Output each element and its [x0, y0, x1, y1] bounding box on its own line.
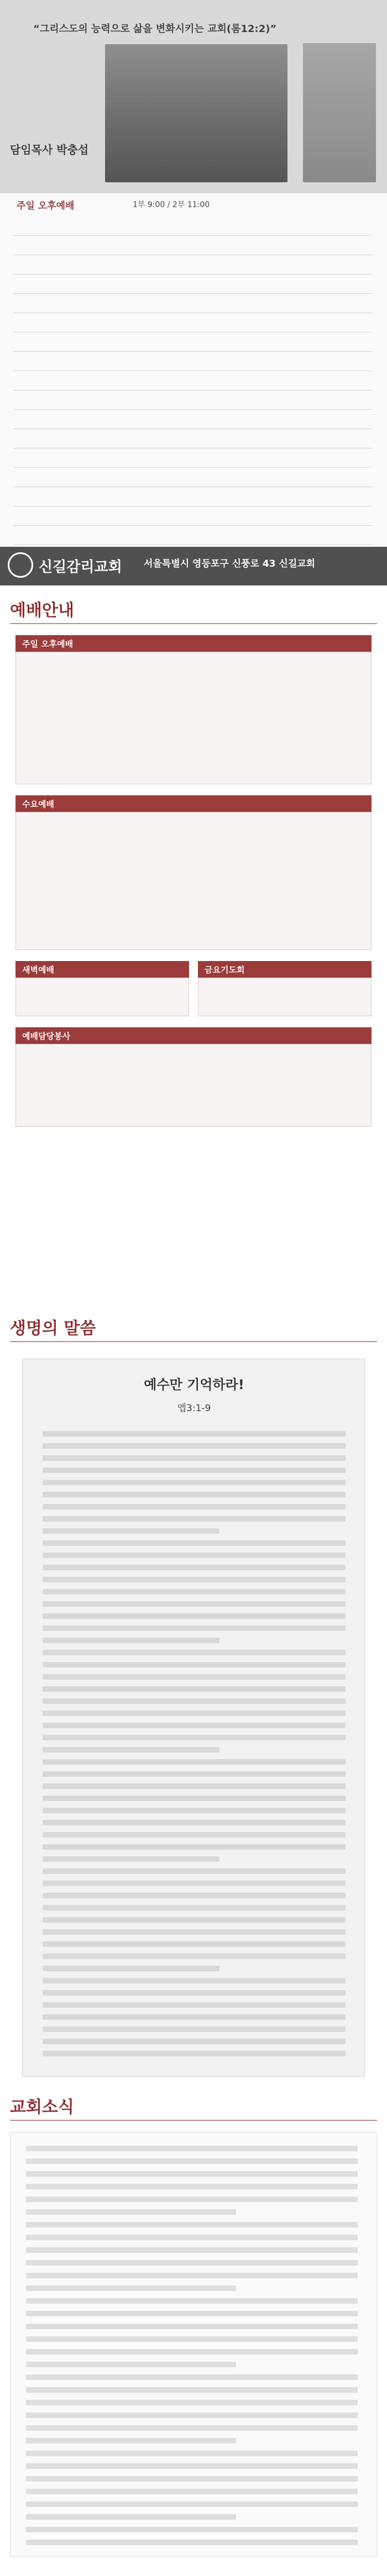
block-body-dawn	[15, 978, 189, 1016]
news-text-line	[26, 2476, 358, 2482]
order-row	[13, 487, 373, 506]
sermon-text-line	[43, 1443, 346, 1449]
church-address: 서울특별시 영등포구 신풍로 43 신길교회	[144, 558, 316, 569]
sermon-text-line	[43, 1771, 346, 1777]
news-text-line	[26, 2209, 236, 2215]
news-text-line	[26, 2501, 358, 2507]
sermon-scripture: 엡3:1-9	[177, 1403, 211, 1414]
news-text-line	[26, 2197, 358, 2202]
order-row	[13, 236, 373, 255]
news-box	[10, 2132, 377, 2557]
sermon-text-line	[43, 2026, 346, 2032]
news-text-line	[26, 2362, 236, 2367]
sanctuary-photo	[105, 44, 287, 182]
news-text-line	[26, 2463, 358, 2469]
sermon-box	[22, 1359, 365, 2077]
sermon-text-line	[43, 1504, 346, 1509]
order-row	[13, 275, 373, 294]
sermon-text-line	[43, 1868, 346, 1874]
block-body-wednesday	[15, 812, 372, 950]
news-text-line	[26, 2527, 358, 2532]
block-head-afternoon	[15, 635, 372, 652]
sermon-text-line	[43, 2051, 346, 2056]
section-title-sermon: 생명의 말씀	[10, 1319, 96, 1338]
news-text-line	[26, 2158, 358, 2164]
church-name: 신길감리교회	[39, 559, 122, 576]
news-text-line	[26, 2324, 358, 2329]
block-title: 주일 오후예배	[22, 639, 74, 649]
order-list	[13, 217, 373, 545]
theme-verse: “그리스도의 능력으로 삶을 변화시키는 교회(롬12:2)”	[33, 23, 277, 35]
sermon-text-line	[43, 1711, 346, 1716]
news-text-line	[26, 2235, 358, 2240]
sermon-text-line	[43, 2014, 346, 2020]
sermon-text-line	[43, 1735, 346, 1740]
sermon-text-line	[43, 1747, 219, 1752]
order-row	[13, 352, 373, 371]
news-text-line	[26, 2285, 236, 2291]
news-text-line	[26, 2413, 358, 2418]
block-head-friday	[198, 961, 372, 978]
block-head-schedule	[15, 1027, 372, 1044]
news-text-line	[26, 2438, 236, 2443]
church-logo-icon	[8, 552, 33, 578]
sermon-text-line	[43, 1954, 346, 1959]
block-body-friday	[198, 978, 372, 1016]
sermon-text-line	[43, 1820, 346, 1825]
pastor-name: 담임목사 박충섭	[10, 143, 89, 156]
block-title: 수요예배	[22, 799, 54, 809]
sermon-text-line	[43, 1528, 219, 1534]
order-of-worship	[0, 193, 387, 547]
sermon-text-line	[43, 1674, 346, 1680]
sermon-text-line	[43, 1990, 346, 1996]
order-row	[13, 371, 373, 390]
order-subtitle: 1부 9:00 / 2부 11:00	[133, 200, 210, 209]
sermon-text-line	[43, 1613, 346, 1619]
news-text-line	[26, 2489, 358, 2494]
sermon-text-line	[43, 1856, 219, 1862]
sermon-text-line	[43, 1978, 346, 1983]
sermon-text-line	[43, 2002, 346, 2008]
news-text-line	[26, 2349, 358, 2355]
sermon-text-line	[43, 1516, 346, 1522]
block-title: 새벽예배	[22, 965, 54, 975]
news-text-line	[26, 2400, 358, 2405]
sermon-text-line	[43, 1589, 346, 1595]
sermon-text-line	[43, 1796, 346, 1801]
section-rule	[10, 1341, 377, 1342]
news-text-line	[26, 2374, 358, 2380]
order-row	[13, 332, 373, 352]
sermon-text-line	[43, 1540, 346, 1546]
sermon-text-line	[43, 1844, 346, 1850]
sermon-text-line	[43, 1759, 346, 1765]
sermon-text-line	[43, 1625, 346, 1631]
church-building-photo	[303, 43, 376, 182]
bulletin-header	[0, 0, 387, 194]
section-rule	[10, 2120, 377, 2121]
sermon-text-line	[43, 1929, 346, 1935]
order-row	[13, 255, 373, 275]
sermon-text-line	[43, 1941, 346, 1947]
section-title-worship: 예배안내	[10, 601, 74, 620]
news-text-line	[26, 2336, 358, 2342]
news-text-line	[26, 2222, 358, 2227]
block-title: 금요기도회	[205, 965, 245, 975]
order-title-text: 주일 오후예배	[17, 200, 75, 212]
block-body-schedule	[15, 1044, 372, 1127]
order-title	[17, 198, 376, 213]
section-title-news: 교회소식	[10, 2098, 74, 2117]
sermon-text-line	[43, 1431, 346, 1437]
section-rule	[10, 623, 377, 624]
sermon-text-line	[43, 1698, 346, 1704]
sermon-text-line	[43, 1686, 346, 1692]
sermon-text-line	[43, 1905, 346, 1910]
news-text-line	[26, 2540, 358, 2545]
sermon-text-line	[43, 1808, 346, 1813]
block-body-afternoon	[15, 652, 372, 784]
order-row	[13, 526, 373, 545]
sermon-text-line	[43, 1553, 346, 1558]
sermon-text-line	[43, 1480, 346, 1485]
order-row	[13, 313, 373, 332]
sermon-text-line	[43, 1638, 219, 1643]
news-text-line	[26, 2298, 358, 2304]
order-row	[13, 390, 373, 410]
block-title: 예배담당봉사	[22, 1031, 70, 1041]
sermon-text-line	[43, 1455, 346, 1461]
block-head-wednesday	[15, 795, 372, 812]
sermon-text-line	[43, 1723, 346, 1728]
news-text-line	[26, 2425, 358, 2431]
sermon-text-line	[43, 1650, 346, 1655]
order-row	[13, 294, 373, 313]
order-row	[13, 506, 373, 526]
order-row	[13, 448, 373, 468]
sermon-title: 예수만 기억하라!	[144, 1377, 244, 1392]
news-text-line	[26, 2171, 358, 2177]
sermon-text-line	[43, 1565, 346, 1570]
news-text-line	[26, 2311, 358, 2316]
order-row	[13, 468, 373, 487]
order-row	[13, 410, 373, 429]
sermon-text-line	[43, 1492, 346, 1497]
news-text-line	[26, 2273, 358, 2278]
block-head-dawn	[15, 961, 189, 978]
news-text-line	[26, 2146, 358, 2151]
news-text-line	[26, 2260, 358, 2266]
news-text-line	[26, 2451, 358, 2456]
news-text-line	[26, 2387, 358, 2393]
sermon-text-line	[43, 1832, 346, 1838]
news-text-line	[26, 2514, 236, 2520]
church-info-band	[0, 547, 387, 585]
news-text-line	[26, 2247, 358, 2253]
sermon-text-line	[43, 1468, 346, 1473]
order-row	[13, 217, 373, 236]
sermon-text-line	[43, 1881, 346, 1886]
sermon-text-line	[43, 1893, 346, 1898]
sermon-text-line	[43, 1783, 346, 1789]
sermon-text-line	[43, 1601, 346, 1607]
sermon-text-line	[43, 1917, 346, 1923]
news-text-line	[26, 2184, 358, 2189]
sermon-text-line	[43, 2039, 346, 2044]
sermon-text-line	[43, 1577, 346, 1582]
sermon-text-line	[43, 1966, 219, 1971]
order-row	[13, 429, 373, 448]
sermon-text-line	[43, 1662, 346, 1667]
